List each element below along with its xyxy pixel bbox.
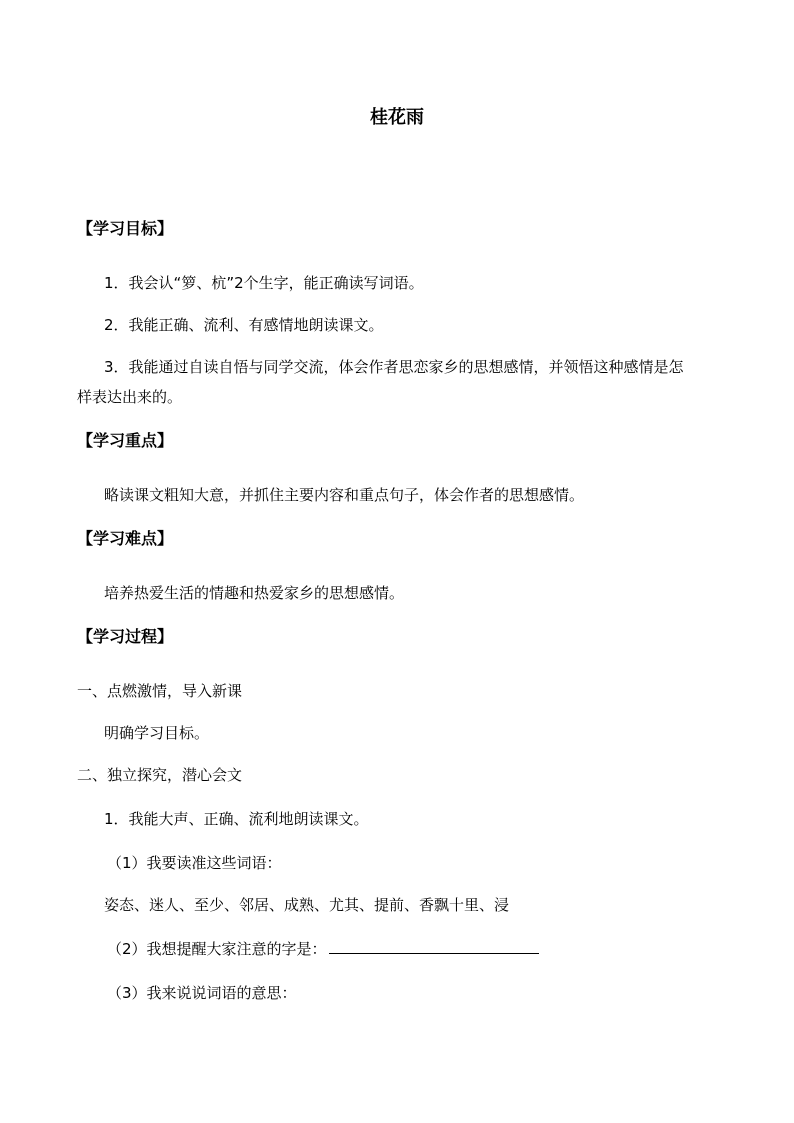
document-title: 桂花雨 xyxy=(370,107,424,128)
process-part2-words: 姿态、迷人、至少、邻居、成熟、尤其、提前、香飘十里、浸 xyxy=(104,896,510,914)
goals-heading: 【学习目标】 xyxy=(77,219,174,238)
fill-in-blank-line[interactable] xyxy=(329,939,539,954)
process-part2-item1: 1．我能大声、正确、流利地朗读课文。 xyxy=(104,810,369,828)
process-part2-sub2-row xyxy=(107,938,539,960)
goal-item-2: 2．我能正确、流利、有感情地朗读课文。 xyxy=(104,316,384,334)
goal-item-3: 3．我能通过自读自悟与同学交流，体会作者思恋家乡的思想感情，并领悟这种感情是怎 xyxy=(104,358,684,376)
difficulties-text: 培养热爱生活的情趣和热爱家乡的思想感情。 xyxy=(104,584,405,602)
process-part2-title: 二、独立探究，潜心会文 xyxy=(77,766,243,784)
goal-item-3-continued: 样表达出来的。 xyxy=(77,388,183,406)
key-points-text: 略读课文粗知大意，并抓住主要内容和重点句子，体会作者的思想感情。 xyxy=(104,486,585,504)
process-part2-sub3: （3）我来说说词语的意思： xyxy=(107,984,297,1002)
goal-item-1: 1．我会认“箩、杭”2个生字，能正确读写词语。 xyxy=(104,274,424,292)
process-part2-sub1: （1）我要读准这些词语： xyxy=(107,854,282,872)
difficulties-heading: 【学习难点】 xyxy=(77,529,174,548)
process-part1-text: 明确学习目标。 xyxy=(104,724,210,742)
process-part1-title: 一、点燃激情，导入新课 xyxy=(77,682,243,700)
process-heading: 【学习过程】 xyxy=(77,627,174,646)
process-part2-sub2: （2）我想提醒大家注意的字是： xyxy=(107,940,327,958)
key-points-heading: 【学习重点】 xyxy=(77,431,174,450)
